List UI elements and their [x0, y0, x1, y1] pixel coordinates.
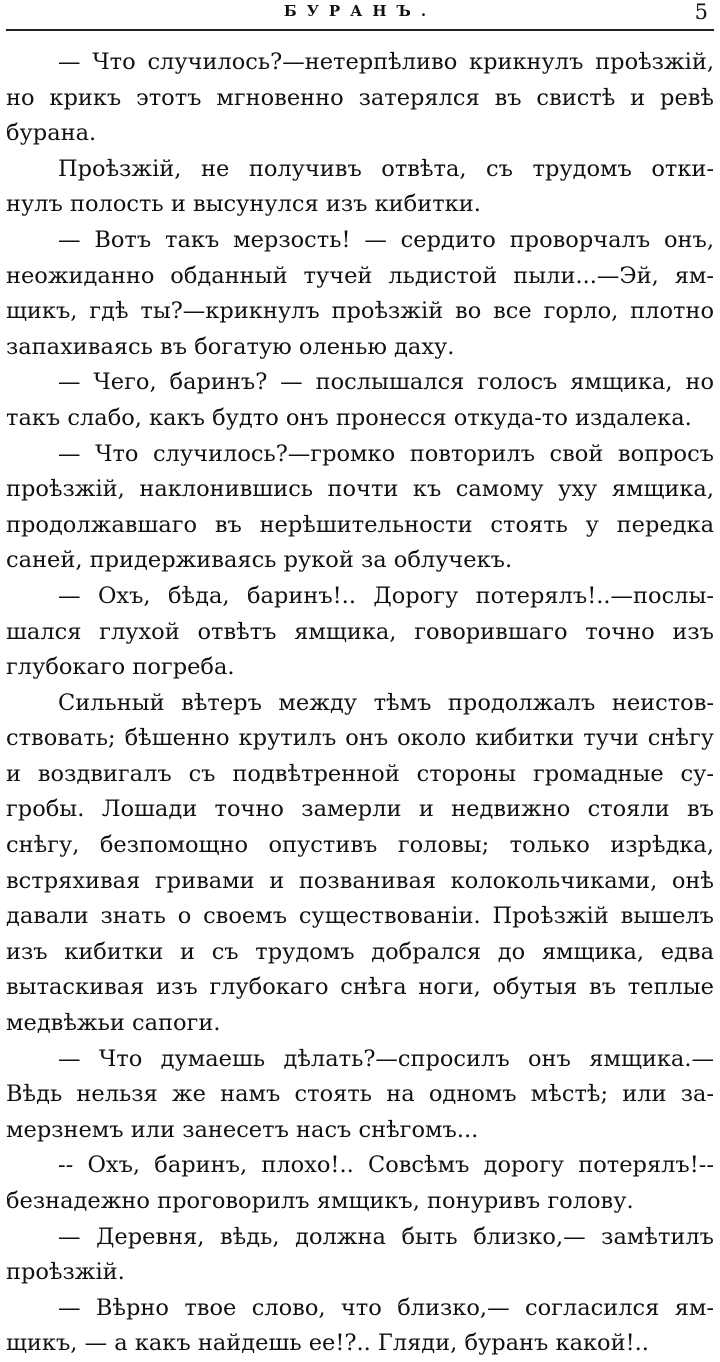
paragraph: [6, 1148, 714, 1219]
paragraph: [6, 1042, 714, 1149]
paragraph: [6, 45, 714, 152]
text-line: глубокаго погреба.: [6, 654, 235, 681]
text-line: гробы. Лошади точно замерли и недвижно стояли въ: [6, 796, 714, 823]
text-line: — Деревня, вѣдь, должна быть близко,— замѣтилъ: [58, 1223, 714, 1250]
text-line: — Что случилось?—нетерпѣливо крикнулъ проѣзжій,: [58, 49, 714, 75]
text-line: такъ слабо, какъ будто онъ пронесся откуда-то издалека.: [6, 404, 692, 431]
text-line: мерзнемъ или занесетъ насъ снѣгомъ...: [6, 1116, 479, 1143]
text-line: нулъ полость и высунулся изъ кибитки.: [6, 191, 481, 218]
text-line: но крикъ этотъ мгновенно затерялся въ свистѣ и ревѣ: [6, 84, 714, 111]
paragraph: [6, 579, 714, 686]
text-line: саней, придерживаясь рукой за облучекъ.: [6, 547, 513, 574]
text-line: встряхивая гривами и позванивая колокольчиками, онѣ: [6, 867, 714, 894]
page-number: 5: [694, 0, 708, 24]
running-title: БУРАНЪ.: [283, 2, 437, 20]
header-rule: [6, 29, 714, 31]
paragraph: [6, 437, 714, 579]
text-line: и воздвигалъ съ подвѣтренной стороны громадные су-: [6, 760, 714, 787]
text-line: безнадежно проговорилъ ямщикъ, понуривъ голову.: [6, 1188, 634, 1214]
text-line: проѣзжій.: [6, 1259, 125, 1286]
paragraph: [6, 1291, 714, 1362]
text-line: Вѣдь нельзя же намъ стоять на одномъ мѣстѣ; или за-: [6, 1081, 714, 1108]
text-line: Проѣзжій, не получивъ отвѣта, съ трудомъ отки-: [58, 155, 714, 182]
body-text: [6, 45, 714, 1362]
text-line: щикъ, гдѣ ты?—крикнулъ проѣзжій во все горло, плотно: [6, 298, 714, 325]
paragraph: [6, 152, 714, 223]
paragraph: [6, 1220, 714, 1291]
text-line: шался глухой отвѣтъ ямщика, говорившаго точно изъ: [6, 618, 714, 645]
text-line: продолжавшаго въ нерѣшительности стоять у передка: [6, 511, 714, 538]
text-line: Сильный вѣтеръ между тѣмъ продолжалъ неистов-: [58, 689, 714, 716]
text-line: -- Охъ, баринъ, плохо!.. Совсѣмъ дорогу потерялъ!--: [58, 1152, 714, 1179]
text-line: — Охъ, бѣда, баринъ!.. Дорогу потерялъ!..—послы-: [58, 582, 714, 609]
paragraph: [6, 686, 714, 1042]
running-head: [0, 2, 720, 28]
text-line: снѣгу, безпомощно опустивъ головы; только изрѣдка,: [6, 832, 714, 859]
paragraph: [6, 223, 714, 365]
text-line: бурана.: [6, 120, 97, 147]
text-line: — Что случилось?—громко повторилъ свой вопросъ: [58, 440, 714, 467]
text-line: ствовать; бѣшенно крутилъ онъ около кибитки тучи снѣгу: [6, 725, 714, 752]
text-line: изъ кибитки и съ трудомъ добрался до ямщика, едва: [6, 938, 714, 965]
text-line: — Что думаешь дѣлать?—спросилъ онъ ямщика.—: [58, 1045, 714, 1072]
text-line: проѣзжій, наклонившись почти къ самому уху ямщика,: [6, 476, 714, 503]
text-line: давали знать о своемъ существованіи. Проѣзжій вышелъ: [6, 903, 714, 930]
text-line: — Вотъ такъ мерзость! — сердито проворчалъ онъ,: [58, 226, 714, 253]
text-line: щикъ, — а какъ найдешь ее!?.. Гляди, буранъ какой!..: [6, 1330, 649, 1357]
text-line: вытаскивая изъ глубокаго снѣга ноги, обутыя въ теплые: [6, 974, 714, 1001]
paragraph: [6, 365, 714, 436]
text-line: — Чего, баринъ? — послышался голосъ ямщика, но: [58, 369, 714, 396]
text-line: запахиваясь въ богатую оленью даху.: [6, 333, 455, 360]
text-line: неожиданно обданный тучей льдистой пыли...—Эй, ям-: [6, 262, 714, 289]
text-line: медвѣжьи сапоги.: [6, 1010, 221, 1037]
text-line: — Вѣрно твое слово, что близко,— согласился ям-: [58, 1294, 714, 1321]
